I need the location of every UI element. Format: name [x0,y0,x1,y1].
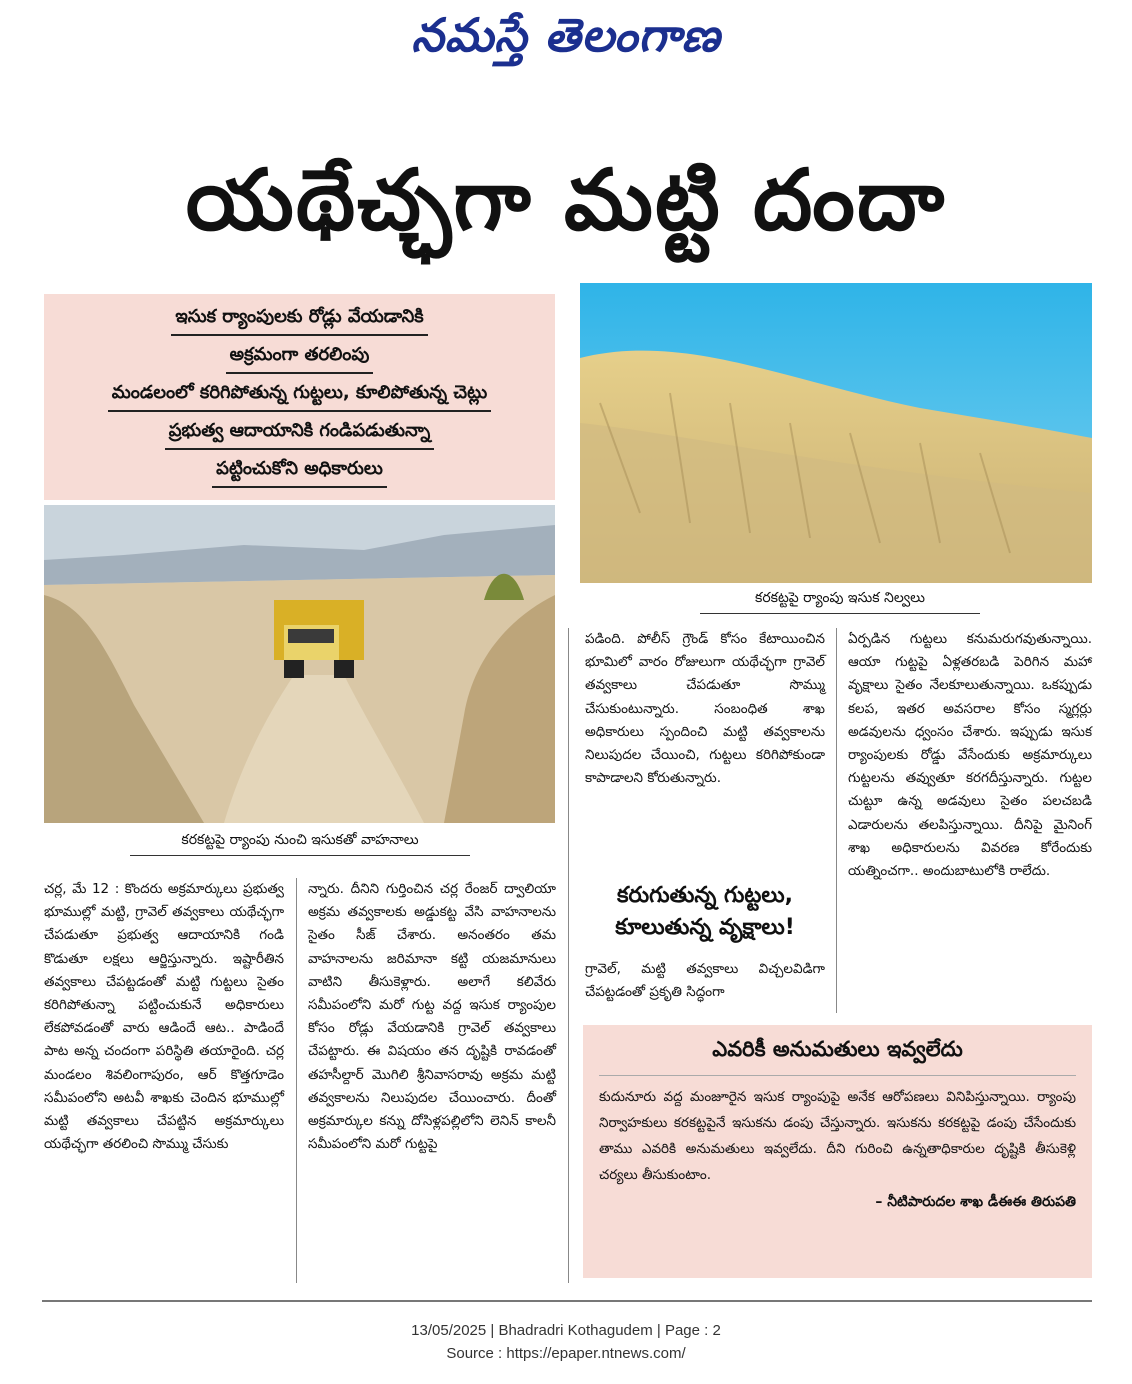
column-divider [568,628,569,1283]
article-column-3a: పడింది. పోలీస్ గ్రౌండ్ కోసం కేటాయించిన భూమిలో వారం రోజులుగా యథేచ్ఛగా గ్రావెల్ తవ్వకాలు చేపడుతూ సొమ్ము చేసుకుంటున్నారు. సంబంధిత శాఖ అధికారులు స్పందించి మట్టి తవ్వకాలను నిలుపుదల చేయించి, గుట్టలు కరిగిపోకుండా కాపాడాలని కోరుతున్నారు. [585,631,825,787]
masthead-logo: నమస్తే తెలంగాణ [411,8,721,62]
column-divider [836,628,837,1013]
box-title: ఎవరికీ అనుమతులు ఇవ్వలేదు [599,1037,1076,1076]
deck-box [44,294,555,500]
photo-right-caption: కరకట్టపై ర్యాంపు ఇసుక నిల్వలు [700,590,980,614]
truck-photo [44,505,555,823]
bottom-divider [42,1300,1092,1302]
article-column-2: న్నారు. దీనిని గుర్తించిన చర్ల రేంజర్ ద్వాలియా అక్రమ తవ్వకాలకు అడ్డుకట్ట వేసి వాహనాలను సైతం సీజ్ చేశారు. అనంతరం తమ వాహనాలను జరిమానా కట్టి యజమానులు వాటిని తీసుకెళ్లారు. అలాగే కలివేరు సమీపంలోని మరో గుట్ట వద్ద ఇసుక ర్యాంపుల కోసం రోడ్లు వేయడానికి గ్రావెల్ తవ్వకాలు చేపట్టారు. ఈ విషయం తన దృష్టికి రావడంతో తహసీల్దార్ మొగిలి శ్రీనివాసరావు అక్రమ మట్టి తవ్వకాలను నిలుపుదల చేయించారు. దీంతో అక్రమార్కుల కన్ను దోసిళ్లపల్లిలోని లెనిన్ కాలనీ సమీపంలోని మరో గుట్టపై [308,881,556,1153]
article-column-3b: గ్రావెల్, మట్టి తవ్వకాలు విచ్చలవిడిగా చేపట్టడంతో ప్రకృతి సిద్ధంగా [585,961,825,1001]
deck-line: ఇసుక ర్యాంపులకు రోడ్లు వేయడానికి [171,306,427,336]
photo-left-caption: కరకట్టపై ర్యాంపు నుంచి ఇసుకతో వాహనాలు [130,832,470,856]
deck-line: ప్రభుత్వ ఆదాయానికి గండిపడుతున్నా [165,420,435,450]
headline: యథేచ్ఛగా మట్టి దందా [185,151,947,249]
column-divider [296,878,297,1283]
deck-line: మండలంలో కరిగిపోతున్న గుట్టలు, కూలిపోతున్న చెట్లు [108,382,491,412]
box-body: కుదునూరు వద్ద మంజూరైన ఇసుక ర్యాంపుపై అనేక ఆరోపణలు వినిపిస్తున్నాయి. ర్యాంపు నిర్వాహకులు కరకట్టపైనే ఇసుకను డంపు చేస్తున్నారు. ఇసుకను కరకట్టపై డంపు చేసేందుకు తాము ఎవరికి అనుమతులు ఇవ్వలేదు. దీని గురించి ఉన్నతాధికారుల దృష్టికి తీసుకెళ్లి చర్యలు తీసుకుంటాం. [599,1089,1076,1183]
deck-line: పట్టించుకోని అధికారులు [212,458,387,488]
box-signature: – నీటిపారుదల శాఖ డీఈఈ తిరుపతి [875,1194,1076,1210]
footer-date-edition: 13/05/2025 | Bhadradri Kothagudem | Page : 2 [411,1322,721,1339]
official-quote-box [583,1025,1092,1278]
article-column-4: ఏర్పడిన గుట్టలు కనుమరుగవుతున్నాయి. ఆయా గుట్టపై ఏళ్లతరబడి పెరిగిన మహా వృక్షాలు సైతం నేలకూలుతున్నాయి. ఒకప్పుడు కలప, ఇతర అవసరాల కోసం స్మగ్లర్లు అడవులను ధ్వంసం చేశారు. ఇప్పుడు ఇసుక ర్యాంపులకు రోడ్డు వేసేందుకు అక్రమార్కులు గుట్టలను తవ్వుతూ కరగదీస్తున్నారు. గుట్టల చుట్టూ ఉన్న అడవులు సైతం పలచబడి ఎడారులను తలపిస్తున్నాయి. దీనిపై మైనింగ్ శాఖ అధికారులను వివరణ కోరేందుకు యత్నించగా.. అందుబాటులోకి రాలేదు. [848,631,1092,880]
sand-mound-photo [580,283,1092,583]
article-column-1: చర్ల, మే 12 : కొందరు అక్రమార్కులు ప్రభుత్వ భూముల్లో మట్టి, గ్రావెల్ తవ్వకాలు యథేచ్ఛగా చేపడుతూ ప్రభుత్వ ఆదాయానికి గండి కొడుతూ లక్షలు ఆర్జిస్తున్నారు. ఇష్టారీతిన తవ్వకాలు చేపట్టడంతో మట్టి గుట్టలు సైతం కరిగిపోతున్నా పట్టించుకునే అధికారులు లేకపోవడంతో వారు ఆడిందే ఆట.. పాడిందే పాట అన్న చందంగా పరిస్థితి తయారైంది. చర్ల మండలం శివలింగాపురం, ఆర్ కొత్తగూడెం సమీపంలోని అటవీ శాఖకు చెందిన భూముల్లో మట్టి తవ్వకాలు చేపట్టిన అక్రమార్కులు యథేచ్ఛగా తరలించి సొమ్ము చేసుకు [44,881,284,1153]
footer-source-link: Source : https://epaper.ntnews.com/ [446,1345,686,1362]
subheading: కరుగుతున్న గుట్టలు, కూలుతున్న వృక్షాలు! [615,883,795,940]
deck-line: అక్రమంగా తరలింపు [226,344,374,374]
